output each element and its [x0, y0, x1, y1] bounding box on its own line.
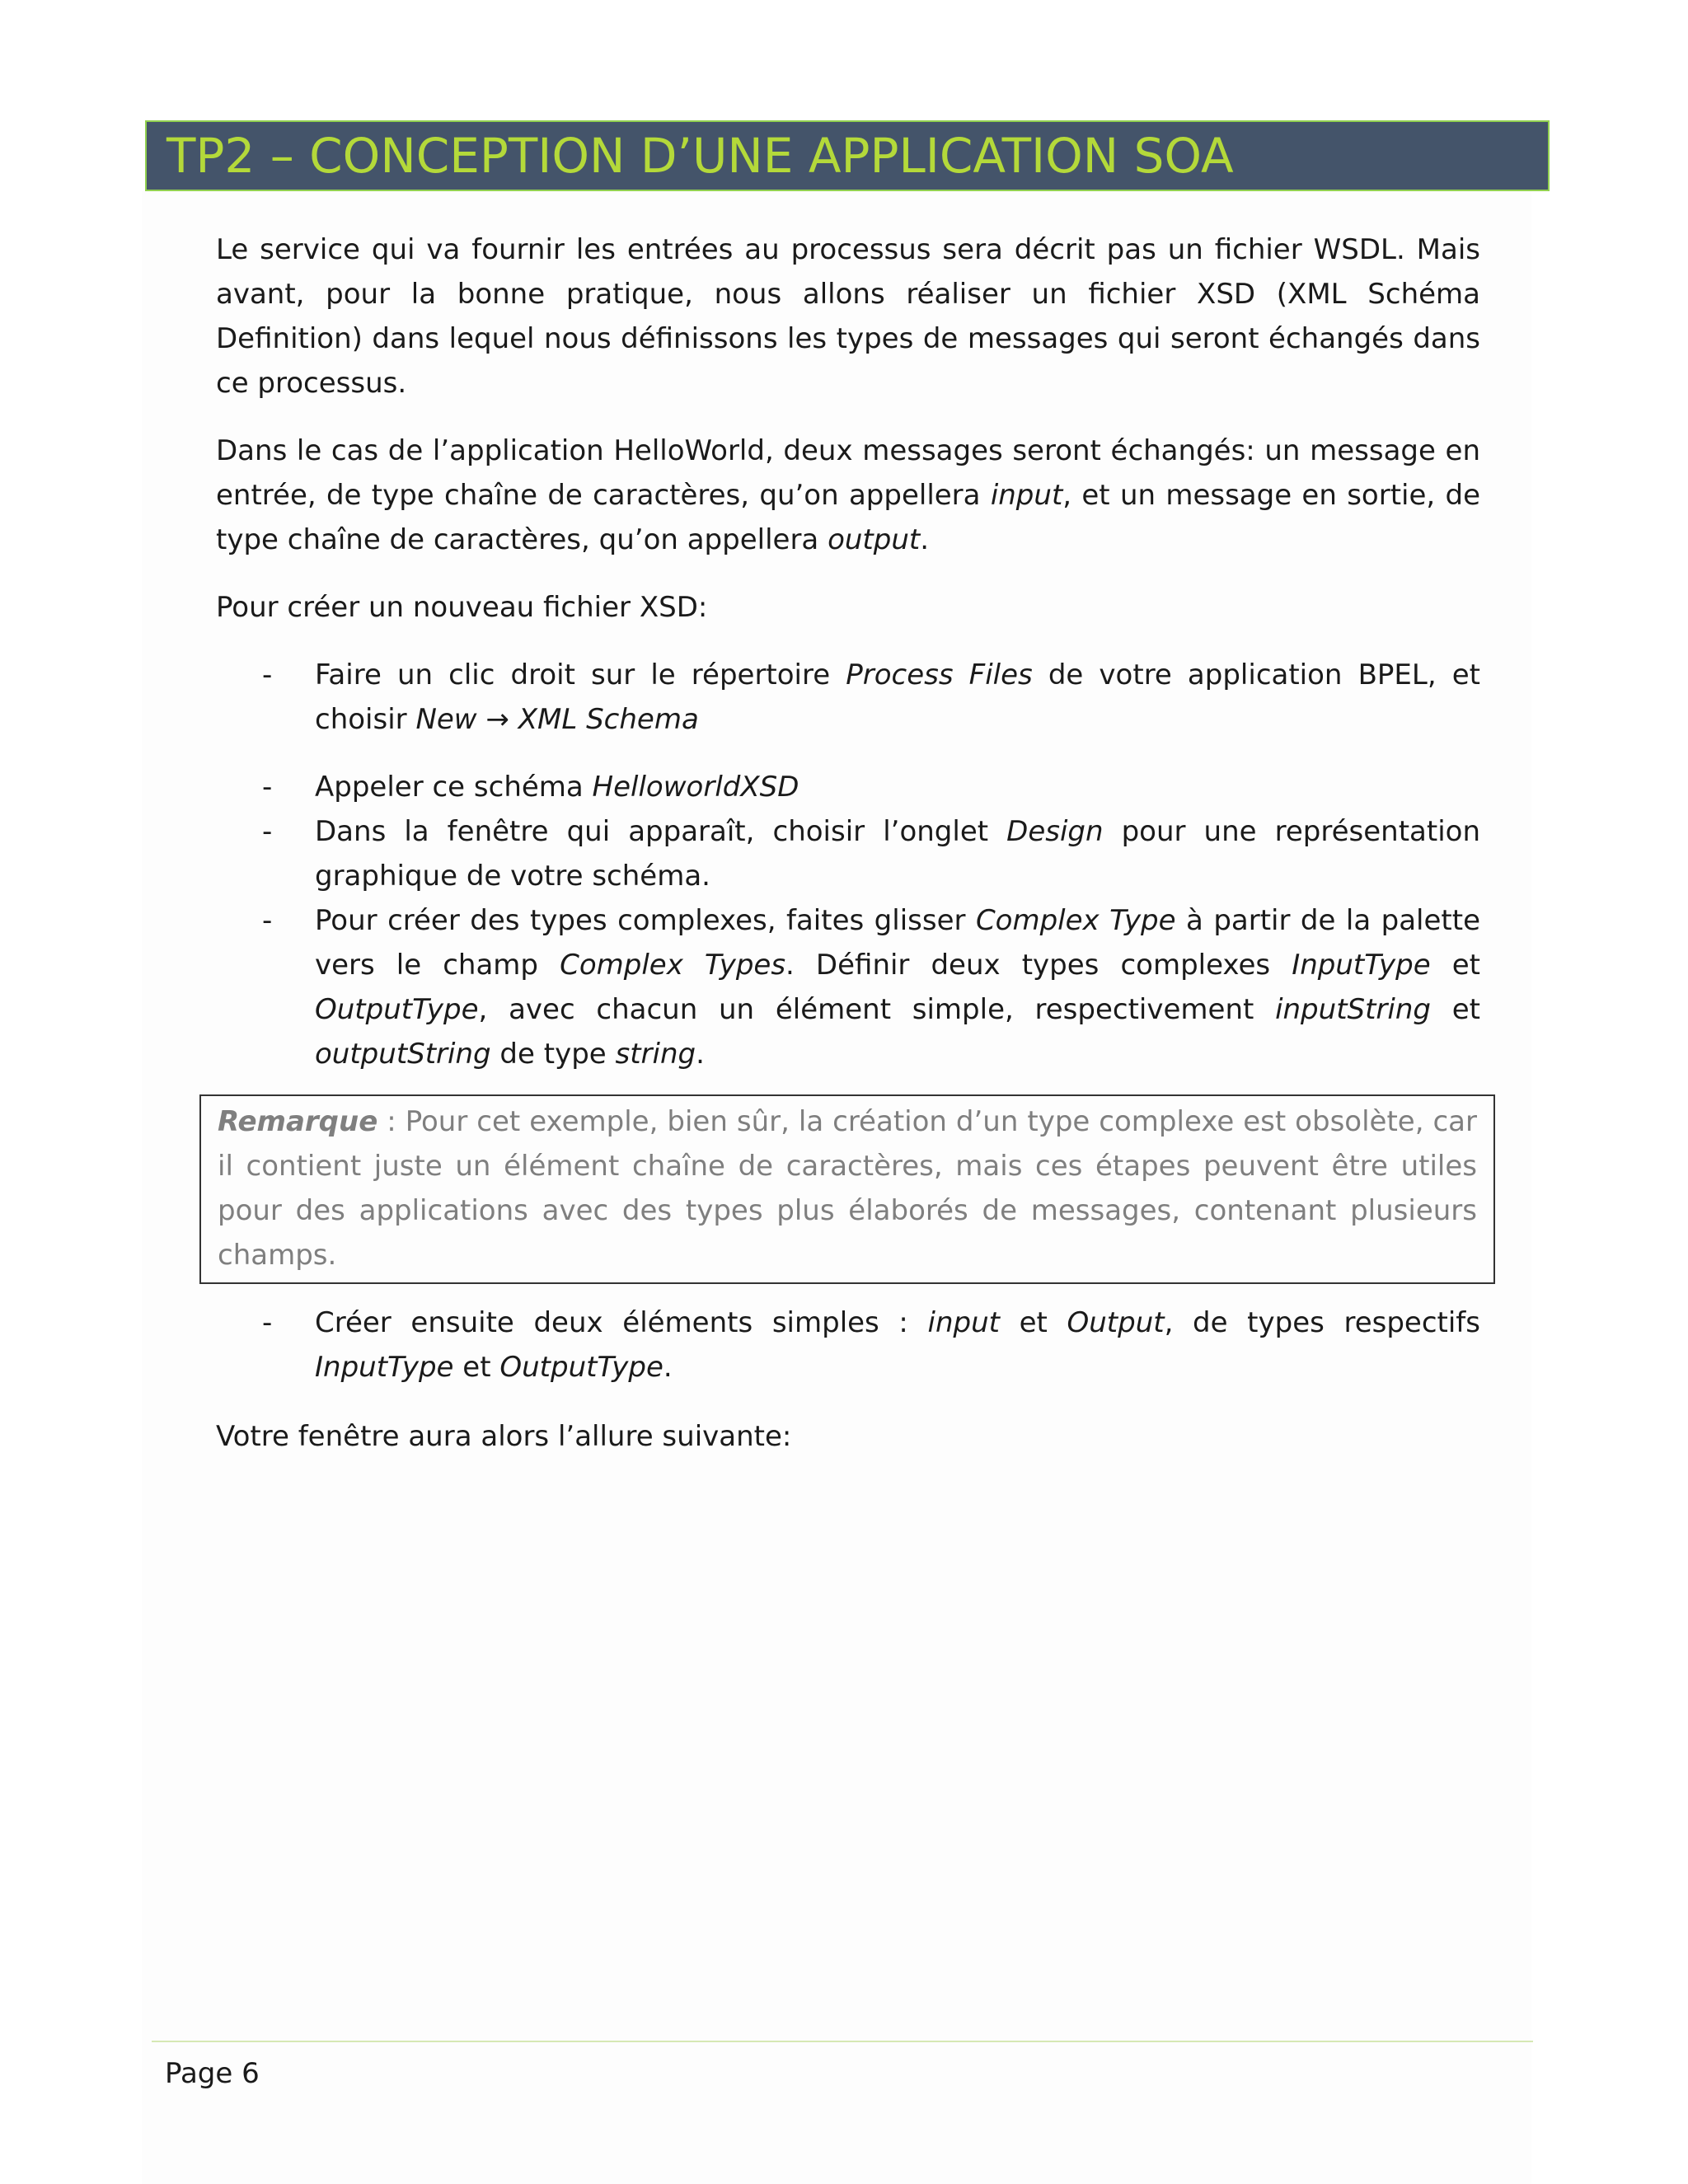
list-dash: - [262, 1306, 273, 1339]
footer-divider [152, 2041, 1533, 2042]
text: Dans le cas de l’application HelloWorld, deux messages seront échangés: un message en entrée, de type chaîne de caractères, qu’on appellera [216, 434, 1480, 512]
text: et [999, 1306, 1067, 1339]
italic-term: Complex Types [560, 949, 786, 982]
remark-label: Remarque [218, 1105, 378, 1138]
steps-list-continued [216, 1301, 1480, 1390]
section-title-bar [145, 120, 1550, 191]
text: pour une représentation graphique de votre schéma. [315, 815, 1480, 893]
text: , et un message en sortie, de type chaîne de caractères, qu’on appellera [216, 479, 1480, 556]
italic-term: Process Files [846, 658, 1033, 691]
list-item [216, 765, 1480, 809]
paragraph-create-xsd: Pour créer un nouveau fichier XSD: [216, 591, 708, 624]
text: et [1431, 993, 1480, 1026]
list-item [216, 1301, 1480, 1390]
italic-term: input [990, 479, 1063, 512]
text: Faire un clic droit sur le répertoire [315, 658, 846, 691]
text: , de types respectifs [1164, 1306, 1480, 1339]
italic-term: HelloworldXSD [592, 771, 799, 804]
paragraph-intro: Le service qui va fournir les entrées au processus sera décrit pas un fichier WSDL. Mais avant, pour la bonne pratique, nous allons réaliser un fichier XSD (XML Schéma Definition) dans lequel nous définissons les types de messages qui seront échangés dans ce processus. [216, 233, 1480, 400]
italic-term: OutputType [499, 1351, 663, 1384]
text: , avec chacun un élément simple, respectivement [478, 993, 1276, 1026]
text: . [663, 1351, 673, 1384]
list-dash: - [262, 815, 273, 848]
text: Appeler ce schéma [315, 771, 593, 804]
italic-term: Complex Type [975, 904, 1176, 937]
paragraph-window: Votre fenêtre aura alors l’allure suivante: [216, 1420, 792, 1453]
italic-term: InputType [1292, 949, 1431, 982]
text: . [696, 1038, 705, 1071]
text: de type [490, 1038, 616, 1071]
italic-term: input [927, 1306, 1000, 1339]
text: . Définir deux types complexes [785, 949, 1292, 982]
italic-term: output [828, 523, 921, 556]
list-item [216, 898, 1480, 1076]
list-item [216, 653, 1480, 742]
italic-term: string [615, 1038, 696, 1071]
text: et [453, 1351, 500, 1384]
text: à partir de la palette vers le champ [315, 904, 1480, 982]
text: Dans la fenêtre qui apparaît, choisir l’onglet [315, 815, 1007, 848]
steps-list [216, 653, 1480, 1076]
section-title: TP2 – CONCEPTION D’UNE APPLICATION SOA [166, 128, 1234, 184]
list-dash: - [262, 771, 273, 804]
text: Pour créer des types complexes, faites glisser [315, 904, 976, 937]
page-number: Page 6 [165, 2057, 260, 2090]
italic-term: Output [1067, 1306, 1165, 1339]
italic-term: InputType [315, 1351, 454, 1384]
list-dash: - [262, 658, 273, 691]
italic-term: outputString [315, 1038, 491, 1071]
text: de votre application BPEL, et choisir [315, 658, 1480, 736]
remark-box [199, 1094, 1495, 1284]
document-body [216, 227, 1480, 1482]
remark-text: : Pour cet exemple, bien sûr, la création d’un type complexe est obsolète, car il contient juste un élément chaîne de caractères, mais ces étapes peuvent être utiles pour des applications avec des types plus élaborés de messages, contenant plusieurs champs. [218, 1105, 1477, 1272]
list-item [216, 809, 1480, 898]
italic-term: inputString [1275, 993, 1431, 1026]
list-dash: - [262, 904, 273, 937]
text: . [920, 523, 930, 556]
text: et [1430, 949, 1481, 982]
text: Créer ensuite deux éléments simples : [315, 1306, 928, 1339]
italic-term: New → XML Schema [415, 703, 699, 736]
italic-term: Design [1006, 815, 1104, 848]
italic-term: OutputType [315, 993, 479, 1026]
paragraph-messages [216, 429, 1480, 562]
